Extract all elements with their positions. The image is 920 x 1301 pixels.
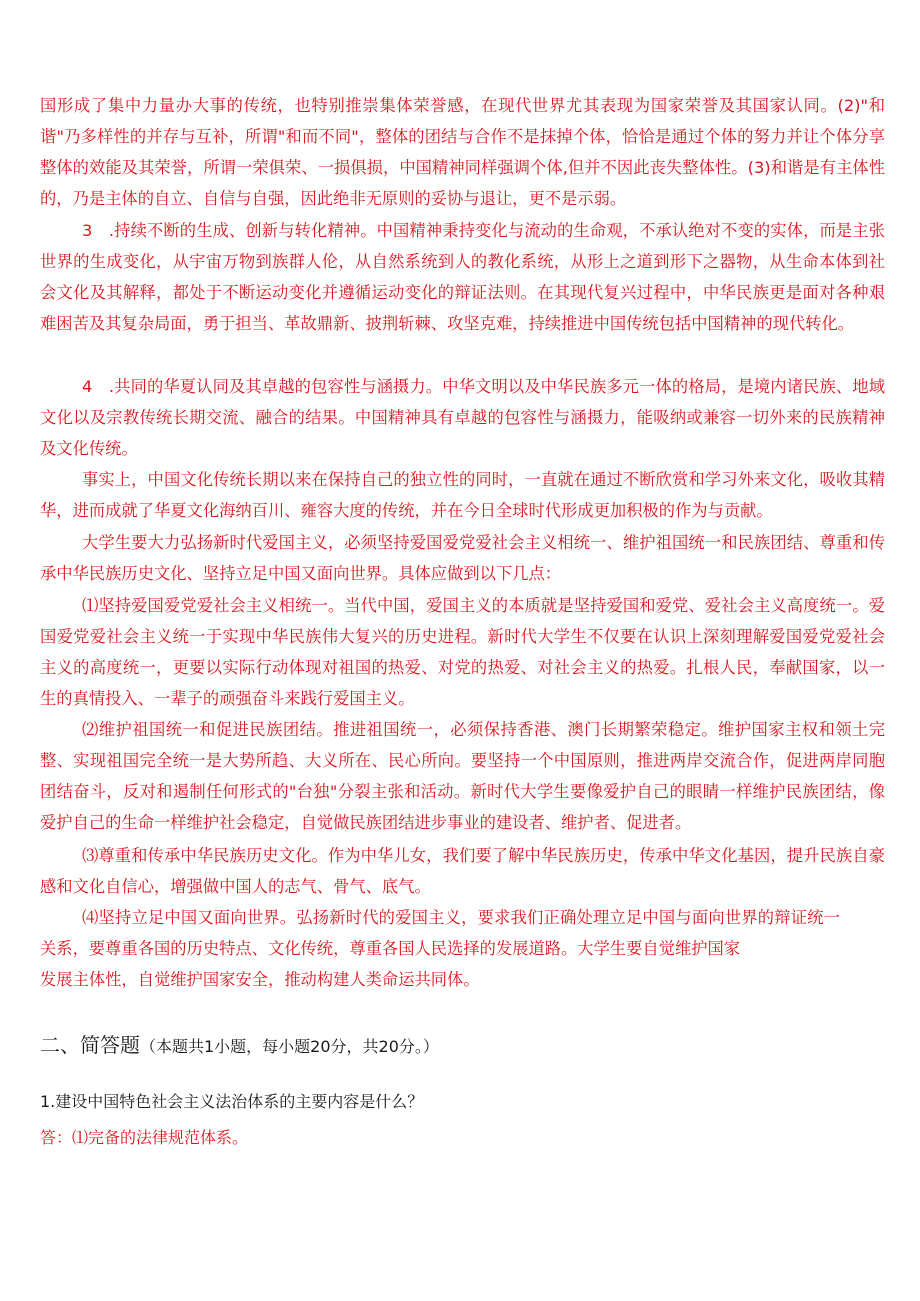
- paragraph-item-4-continued: 发展主体性，自觉维护国家安全，推动构建人类命运共同体。: [40, 970, 480, 989]
- answer-text: 答：⑴完备的法律规范体系。: [40, 1128, 249, 1147]
- paragraph-point-4: 4 .共同的华夏认同及其卓越的包容性与涵摄力。中华文明以及中华民族多元一体的格局，是境内诸民族、地域文化以及宗教传统长期交流、融合的结果。中国精神具有卓越的包容性与涵摄力，能吸纳或兼容一切外来的民族精神及文化传统。: [40, 377, 885, 459]
- paragraph-harmony: 国形成了集中力量办大事的传统，也特别推崇集体荣誉感，在现代世界尤其表现为国家荣誉及其国家认同。(2)"和谐"乃多样性的并存与互补，所谓"和而不同"，整体的团结与合作不是抹掉个体，恰恰是通过个体的努力并让个体分享整体的效能及其荣誉，所谓一荣俱荣、一损俱损，中国精神同样强调个体,但并不因此丧失整体性。(3)和谐是有主体性的，乃是主体的自立、自信与自强，因此绝非无原则的妥协与退让，更不是示弱。: [40, 96, 885, 209]
- paragraph-item-2: ⑵维护祖国统一和促进民族团结。推进祖国统一，必须保持香港、澳门长期繁荣稳定。维护国家主权和领土完整、实现祖国完全统一是大势所趋、大义所在、民心所向。要坚持一个中国原则，推进两岸交流合作，促进两岸同胞团结奋斗，反对和遏制任何形式的"台独"分裂主张和活动。新时代大学生要像爱护自己的眼睛一样维护民族团结，像爱护自己的生命一样维护社会稳定，自觉做民族团结进步事业的建设者、维护者、促进者。: [40, 720, 885, 833]
- paragraph-patriotism-intro: 大学生要大力弘扬新时代爱国主义，必须坚持爱国爱党爱社会主义相统一、维护祖国统一和民族团结、尊重和传承中华民族历史文化、坚持立足中国又面向世界。具体应做到以下几点：: [40, 533, 885, 584]
- paragraph-point-3: 3 .持续不断的生成、创新与转化精神。中国精神秉持变化与流动的生命观，不承认绝对不变的实体，而是主张世界的生成变化，从宇宙万物到族群人伦，从自然系统到人的教化系统，从形上之道到形下之器物，从生命本体到社会文化及其解释，都处于不断运动变化并遵循运动变化的辩证法则。在其现代复兴过程中，中华民族更是面对各种艰难困苦及其复杂局面，勇于担当、革故鼎新、披荆斩棘、攻坚克难，持续推进中国传统包括中国精神的现代转化。: [40, 221, 885, 334]
- paragraph-item-3: ⑶尊重和传承中华民族历史文化。作为中华儿女，我们要了解中华民族历史，传承中华文化基因，提升民族自豪感和文化自信心，增强做中国人的志气、骨气、底气。: [40, 846, 885, 897]
- paragraph-item-1: ⑴坚持爱国爱党爱社会主义相统一。当代中国，爱国主义的本质就是坚持爱国和爱党、爱社会主义高度统一。爱国爱党爱社会主义统一于实现中华民族伟大复兴的历史进程。新时代大学生不仅要在认识上深刻理解爱国爱党爱社会主义的高度统一，更要以实际行动体现对祖国的热爱、对党的热爱、对社会主义的热爱。扎根人民，奉献国家，以一生的真情投入、一辈子的顽强奋斗来践行爱国主义。: [40, 596, 885, 709]
- section-title: 二、简答题: [40, 1033, 140, 1057]
- section-note: （本题共1小题，每小题20分，共20分。）: [140, 1037, 439, 1056]
- paragraph-item-4: ⑷坚持立足中国又面向世界。弘扬新时代的爱国主义，要求我们正确处理立足中国与面向世界的辩证统一关系，要尊重各国的历史特点、文化传统，尊重各国人民选择的发展道路。大学生要自觉维护国家: [40, 908, 840, 959]
- paragraph-cultural-tradition: 事实上，中国文化传统长期以来在保持自己的独立性的同时，一直就在通过不断欣赏和学习外来文化，吸收其精华，进而成就了华夏文化海纳百川、雍容大度的传统，并在今日全球时代形成更加积极的作为与贡献。: [40, 470, 885, 521]
- section-heading: [40, 1030, 439, 1062]
- question-text: 1.建设中国特色社会主义法治体系的主要内容是什么？: [40, 1092, 424, 1111]
